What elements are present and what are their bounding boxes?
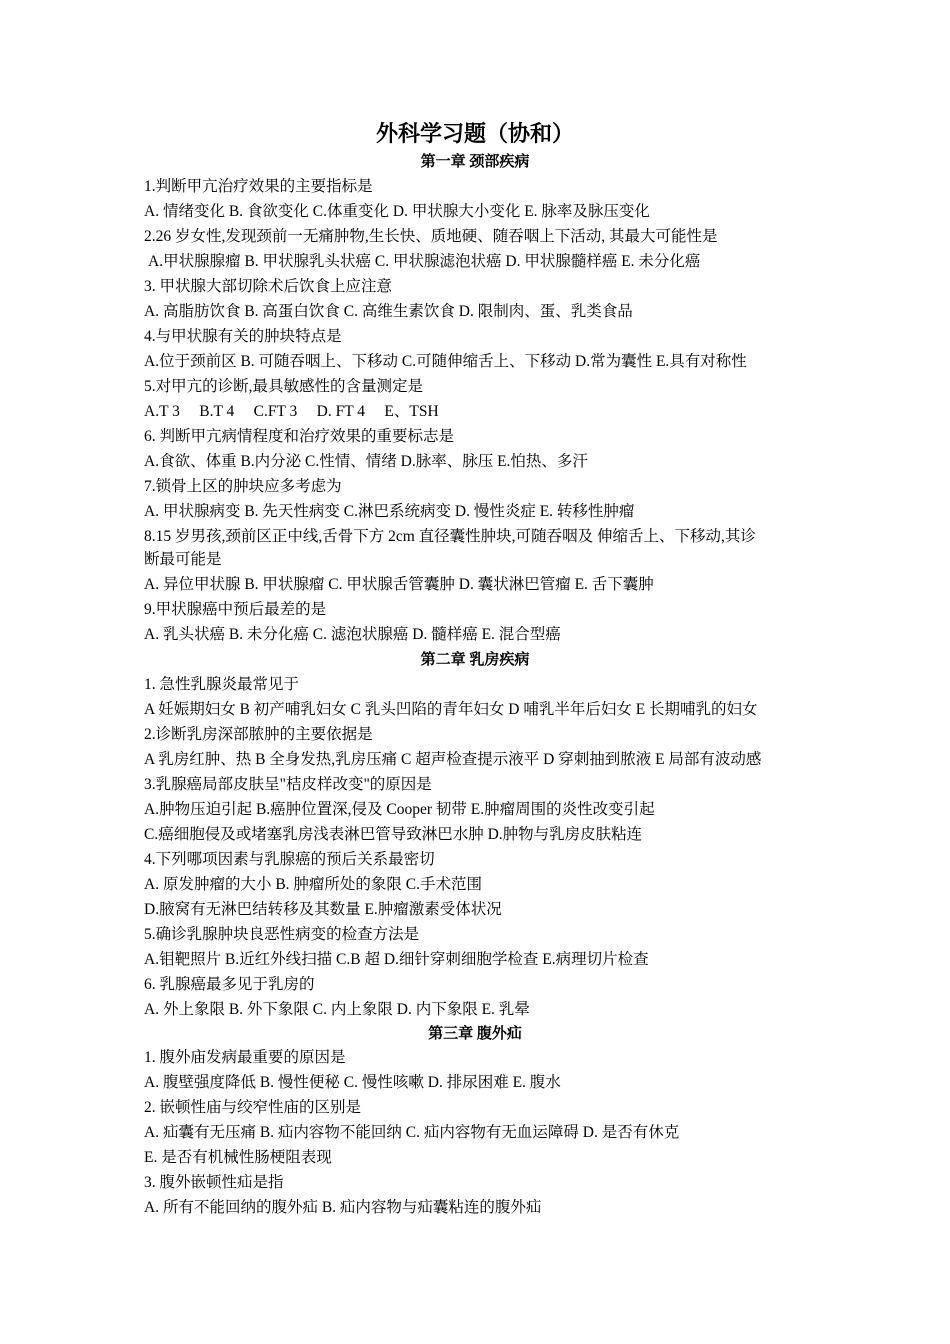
chapter-heading: 第三章 腹外疝 [428,1026,522,1042]
question-line: 1.判断甲亢治疗效果的主要指标是 [144,178,373,195]
options-line: C.癌细胞侵及或堵塞乳房浅表淋巴管导致淋巴水肿 D.肿物与乳房皮肤粘连 [144,826,643,843]
question-line: 2.26 岁女性,发现颈前一无痛肿物,生长快、质地硬、随吞咽上下活动, 其最大可能性是 [144,228,718,245]
question-line: 4.与甲状腺有关的肿块特点是 [144,328,342,345]
options-line: A.T 3 B.T 4 C.FT 3 D. FT 4 E、TSH [144,403,439,420]
options-line: A. 甲状腺病变 B. 先天性病变 C.淋巴系统病变 D. 慢性炎症 E. 转移性肿瘤 [144,503,635,520]
question-line: 9.甲状腺癌中预后最差的是 [144,601,327,618]
question-line: 1. 腹外庙发病最重要的原因是 [144,1049,346,1066]
question-line-continued: 断最可能是 [144,551,222,568]
options-line: A 乳房红肿、热 B 全身发热,乳房压痛 C 超声检查提示液平 D 穿刺抽到脓液 E 局部有波动感 [144,751,762,768]
options-line: A. 腹壁强度降低 B. 慢性便秘 C. 慢性咳嗽 D. 排尿困难 E. 腹水 [144,1074,561,1091]
question-line: 3. 甲状腺大部切除术后饮食上应注意 [144,278,393,295]
options-line: A.食欲、体重 B.内分泌 C.性情、情绪 D.脉率、脉压 E.怕热、多汗 [144,453,588,470]
options-line: D.腋窝有无淋巴结转移及其数量 E.肿瘤激素受体状况 [144,901,502,918]
question-line: 4.下列哪项因素与乳腺癌的预后关系最密切 [144,851,435,868]
options-line: A.肿物压迫引起 B.癌肿位置深,侵及 Cooper 韧带 E.肿瘤周围的炎性改变引起 [144,801,655,818]
question-line: 3.乳腺癌局部皮肤呈"桔皮样改变"的原因是 [144,776,432,793]
question-line: 5.对甲亢的诊断,最具敏感性的含量测定是 [144,378,424,395]
options-line: A. 疝囊有无压痛 B. 疝内容物不能回纳 C. 疝内容物有无血运障碍 D. 是否有休克 [144,1124,680,1141]
options-line: A. 外上象限 B. 外下象限 C. 内上象限 D. 内下象限 E. 乳晕 [144,1001,530,1018]
question-line: 6. 判断甲亢病情程度和治疗效果的重要标志是 [144,428,455,445]
options-line: A. 高脂肪饮食 B. 高蛋白饮食 C. 高维生素饮食 D. 限制肉、蛋、乳类食品 [144,303,633,320]
options-line: A.钼靶照片 B.近红外线扫描 C.B 超 D.细针穿刺细胞学检查 E.病理切片检查 [144,951,649,968]
question-line: 5.确诊乳腺肿块良恶性病变的检查方法是 [144,926,420,943]
question-line: 6. 乳腺癌最多见于乳房的 [144,976,315,993]
question-line: 7.锁骨上区的肿块应多考虑为 [144,478,342,495]
options-line: A. 乳头状癌 B. 未分化癌 C. 滤泡状腺癌 D. 髓样癌 E. 混合型癌 [144,626,561,643]
options-line: E. 是否有机械性肠梗阻表现 [144,1149,332,1166]
question-line: 8.15 岁男孩,颈前区正中线,舌骨下方 2cm 直径囊性肿块,可随吞咽及 伸缩舌上、下移动,其诊 [144,528,756,545]
options-line: A 妊娠期妇女 B 初产哺乳妇女 C 乳头凹陷的青年妇女 D 哺乳半年后妇女 E 长期哺乳的妇女 [144,701,758,718]
options-line: A. 原发肿瘤的大小 B. 肿瘤所处的象限 C.手术范围 [144,876,482,893]
document-title: 外科学习题（协和） [375,121,574,146]
options-line: A.甲状腺腺瘤 B. 甲状腺乳头状癌 C. 甲状腺滤泡状癌 D. 甲状腺髓样癌 E. 未分化癌 [148,253,701,270]
options-line: A.位于颈前区 B. 可随吞咽上、下移动 C.可随伸缩舌上、下移动 D.常为囊性 E.具有对称性 [144,353,747,370]
chapter-heading: 第一章 颈部疾病 [420,154,530,170]
question-line: 3. 腹外嵌顿性疝是指 [144,1174,284,1191]
options-line: A. 情绪变化 B. 食欲变化 C.体重变化 D. 甲状腺大小变化 E. 脉率及脉压变化 [144,203,650,220]
question-line: 2.诊断乳房深部脓肿的主要依据是 [144,726,373,743]
question-line: 1. 急性乳腺炎最常见于 [144,676,300,693]
question-line: 2. 嵌顿性庙与绞窄性庙的区别是 [144,1099,362,1116]
options-line: A. 异位甲状腺 B. 甲状腺瘤 C. 甲状腺舌管囊肿 D. 囊状淋巴管瘤 E. 舌下囊肿 [144,576,654,593]
chapter-heading: 第二章 乳房疾病 [420,652,530,668]
options-line: A. 所有不能回纳的腹外疝 B. 疝内容物与疝囊粘连的腹外疝 [144,1199,542,1216]
